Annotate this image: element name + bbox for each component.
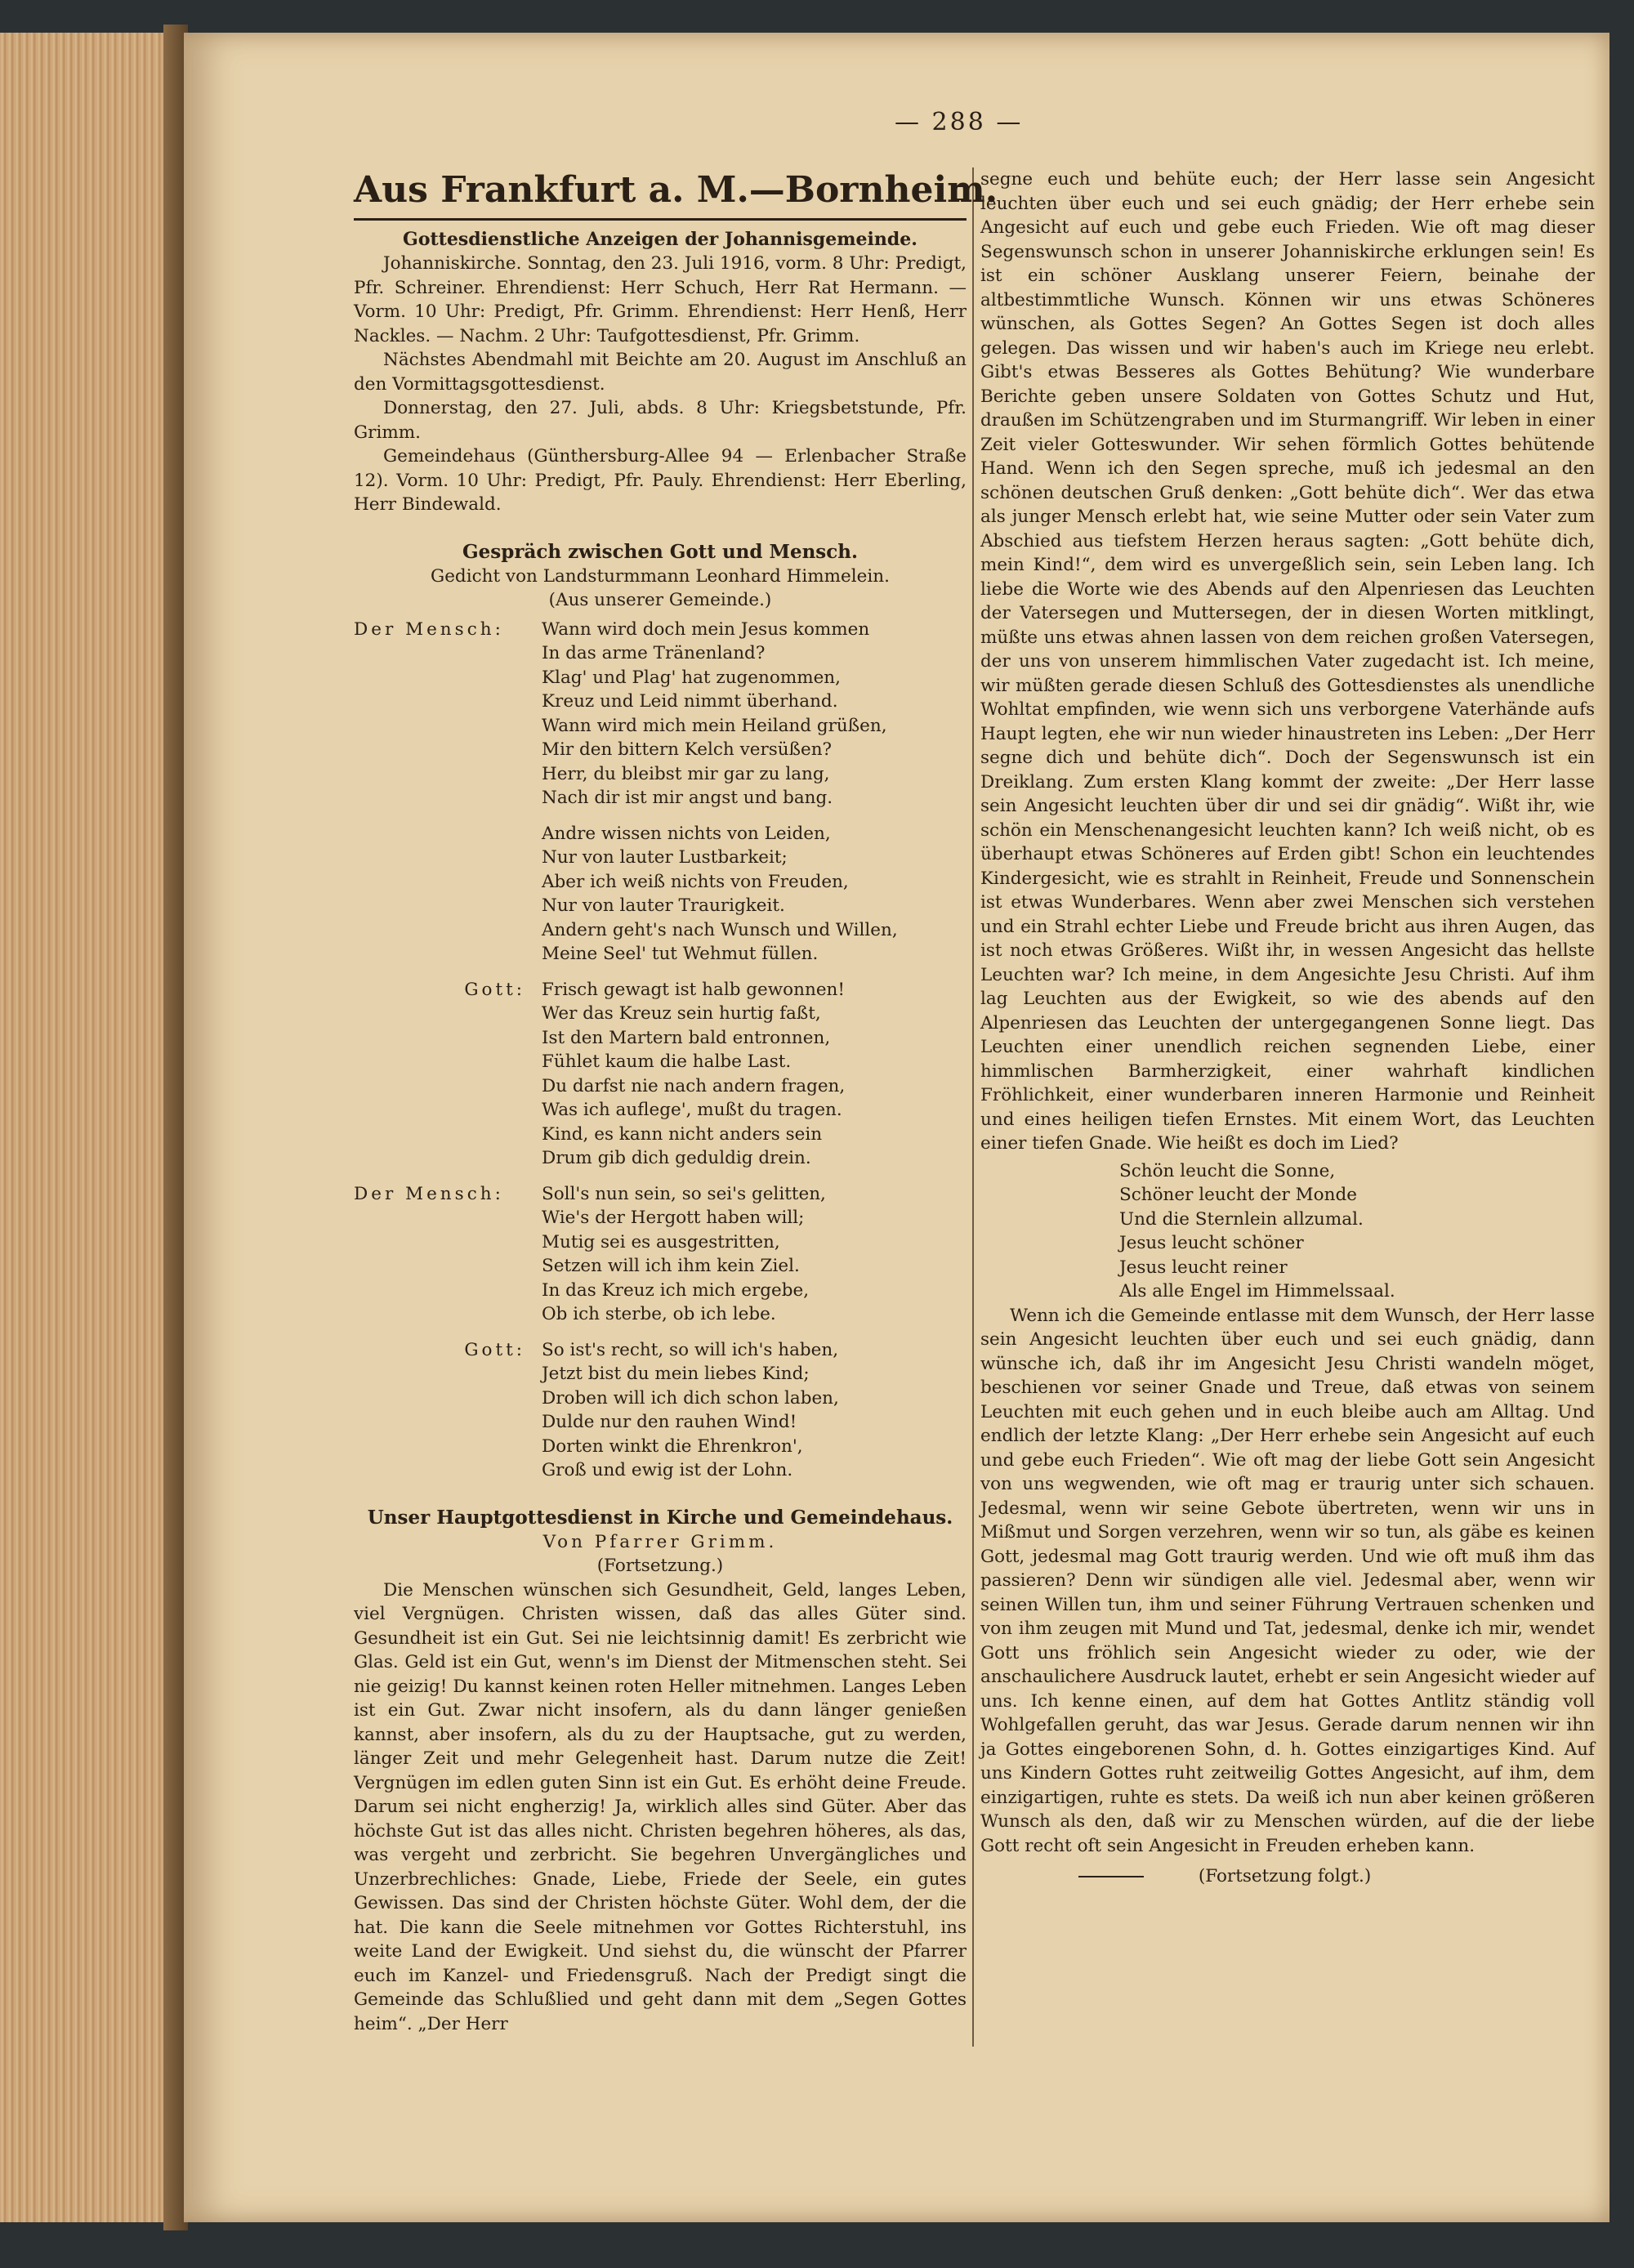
poem-line: Was ich auflege', mußt du tragen.	[542, 1100, 842, 1120]
hymn-line: Jesus leucht schöner	[1119, 1233, 1304, 1253]
page-edges	[0, 33, 184, 2222]
poem-line: Frisch gewagt ist halb gewonnen!	[542, 979, 846, 1000]
poem-line: Klag' und Plag' hat zugenommen,	[542, 667, 841, 688]
hymn-line: Schön leucht die Sonne,	[1119, 1160, 1336, 1181]
poem-line: Soll's nun sein, so sei's gelitten,	[542, 1183, 826, 1204]
poem-speaker: Gott:	[464, 1339, 525, 1360]
poem-line: Ist den Martern bald entronnen,	[542, 1027, 831, 1048]
hymn-verse	[1119, 1159, 1595, 1304]
notice-paragraph: Gemeindehaus (Günthersburg-Allee 94 — Erlenbacher Straße 12). Vorm. 10 Uhr: Predigt, Pfr. Pauly. Ehrendienst: Herr Eberling, Herr Bindewald.	[354, 446, 967, 515]
poem-line: Wie's der Hergott haben will;	[542, 1208, 805, 1228]
masthead-text: Aus Frankfurt a. M.—Bornheim.	[354, 169, 998, 211]
notice-paragraph: Donnerstag, den 27. Juli, abds. 8 Uhr: Kriegsbetstunde, Pfr. Grimm.	[354, 398, 967, 443]
column-divider	[972, 167, 974, 2047]
end-rule	[1078, 1876, 1144, 1877]
poem-line: Andern geht's nach Wunsch und Willen,	[542, 919, 898, 940]
poem-line: Setzen will ich ihm kein Ziel.	[542, 1256, 800, 1276]
article-footer	[980, 1864, 1595, 1889]
article-heading: Unser Hauptgottesdienst in Kirche und Gemeindehaus.	[367, 1506, 953, 1529]
article-byline: Von Pfarrer Grimm.	[542, 1531, 778, 1552]
column-left	[354, 167, 998, 2036]
poem-line: Aber ich weiß nichts von Freuden,	[542, 871, 849, 892]
poem-line: Jetzt bist du mein liebes Kind;	[542, 1364, 810, 1384]
poem-line: Wann wird doch mein Jesus kommen	[542, 618, 870, 640]
poem-source: (Aus unserer Gemeinde.)	[548, 590, 772, 610]
masthead-box-icon	[952, 185, 967, 200]
masthead-rule	[354, 218, 967, 221]
notice-paragraph: Johanniskirche. Sonntag, den 23. Juli 1916, vorm. 8 Uhr: Predigt, Pfr. Schreiner. Ehrendienst: Herr Schuch, Herr Rat Hermann. — Vorm. 10 Uhr: Predigt, Pfr. Grimm. Ehrendienst: Herr Henß, Herr Nackles. — Nachm. 2 Uhr: Taufgottesdienst, Pfr. Grimm.	[354, 253, 967, 346]
article-continuation-note: (Fortsetzung.)	[596, 1556, 724, 1576]
article-paragraph: Wenn ich die Gemeinde entlasse mit dem Wunsch, der Herr lasse sein Angesicht leuchten über euch und sei euch gnädig, dann wünsche ich, daß ihr im Angesicht Jesu Christi wandeln möget, beschienen vor seiner Gnade und Treue, daß etwas von seinem Leuchten mit euch gehen und in euch bleibe auch am Alltag. Und endlich der letzte Klang: „Der Herr erhebe sein Angesicht auf euch und gebe euch Frieden“. Wie oft mag der liebe Gott sein Angesicht von uns wegwenden, wie oft mag er traurig unter sich schauen. Jedesmal, wenn wir seine Gebote übertreten, wenn wir uns in Mißmut und Sorgen verzehren, wenn wir so tun, als gäbe es keinen Gott, jedesmal mag Gott traurig werden. Und wie oft muß ihm das passieren? Denn wir sündigen alle viel. Jedesmal aber, wenn wir seinen Willen tun, ihm und seiner Führung Vertrauen schenken und von ihm zeugen mit Mund und Tat, jedesmal, denke ich mir, wendet Gott uns fröhlich sein Angesicht wieder zu oder, wie der anschaulichere Ausdruck lautet, erhebt er sein Angesicht wieder auf uns. Ich kenne einen, auf dem hat Gottes Antlitz ständig voll Wohlgefallen geruht, das war Jesus. Gerade darum nennen wir ihn ja Gottes eingeborenen Sohn, d. h. Gottes einzigartiges Kind. Auf uns Kindern Gottes ruht zeitweilig Gottes Angesicht, auf ihm, dem einzigartigen, ruhte es stets. Da weiß ich nun aber keinen größeren Wunsch als den, daß wir zu Menschen würden, auf die der liebe Gott recht oft sein Angesicht in Freuden erheben kann.	[980, 1305, 1595, 1856]
poem-line: In das Kreuz ich mich ergebe,	[542, 1279, 810, 1301]
poem-line: Groß und ewig ist der Lohn.	[542, 1460, 793, 1480]
poem-line: Dorten winkt die Ehrenkron',	[542, 1435, 803, 1457]
hymn-line: Als alle Engel im Himmelssaal.	[1119, 1281, 1395, 1301]
poem-line: Nur von lauter Traurigkeit.	[542, 895, 785, 916]
poem-line: So ist's recht, so will ich's haben,	[542, 1339, 839, 1360]
poem-line: Mir den bittern Kelch versüßen?	[542, 739, 833, 760]
continued-note: (Fortsetzung folgt.)	[1198, 1866, 1372, 1886]
poem-stanza	[542, 1338, 967, 1483]
poem-line: Fühlet kaum die halbe Last.	[542, 1051, 792, 1072]
poem-stanza	[542, 1182, 967, 1327]
poem-part	[354, 1338, 967, 1483]
hymn-line: Und die Sternlein allzumal.	[1119, 1208, 1364, 1230]
notice-paragraph: Nächstes Abendmahl mit Beichte am 20. August im Anschluß an den Vormittagsgottesdienst.	[354, 350, 967, 395]
poem-line: Kreuz und Leid nimmt überhand.	[542, 691, 838, 712]
hymn-line: Jesus leucht reiner	[1119, 1257, 1288, 1278]
poem-stanza	[542, 822, 967, 967]
hymn-line: Schöner leucht der Monde	[1119, 1185, 1357, 1205]
poem-line: Wer das Kreuz sein hurtig faßt,	[542, 1003, 821, 1024]
page-number: — 288 —	[895, 108, 1024, 136]
masthead	[354, 167, 998, 213]
poem-line: Du darfst nie nach andern fragen,	[542, 1075, 846, 1096]
poem-line: Meine Seel' tut Wehmut füllen.	[542, 944, 819, 964]
poem-line: Mutig sei es ausgestritten,	[542, 1231, 780, 1252]
poem-part	[354, 978, 967, 1171]
article-paragraph: Die Menschen wünschen sich Gesundheit, Geld, langes Leben, viel Vergnügen. Christen wissen, daß das alles Güter sind. Gesundheit ist ein Gut. Sei nie leichtsinnig damit! Es zerbricht wie Glas. Geld ist ein Gut, wenn's im Dienst der Mitmenschen steht. Sei nie geizig! Du kannst keinen roten Heller mitnehmen. Langes Leben ist ein Gut. Zwar nicht insofern, als du dann länger genießen kannst, aber insofern, als du zu der Hauptsache, gut zu werden, länger Zeit und mehr Gelegenheit hast. Darum nutze die Zeit! Vergnügen im edlen guten Sinn ist ein Gut. Es erhöht deine Freude. Darum sei nicht engherzig! Ja, wirklich alles sind Güter. Aber das höchste Gut ist das alles nicht. Christen begehren höheres, als das, was vergeht und zerbricht. Sie begehren Unvergängliches und Unzerbrechliches: Gnade, Liebe, Friede der Seele, ein gutes Gewissen. Das sind der Christen höchste Güter. Wohl dem, der die hat. Die kann die Seele mitnehmen vor Gottes Richterstuhl, ins weite Land der Ewigkeit. Und siehst du, die wünscht der Pfarrer euch im Kanzel- und Friedensgruß. Nach der Predigt singt die Gemeinde das Schlußlied und geht dann mit dem „Segen Gottes heim“. „Der Herr	[354, 1579, 967, 2034]
poem-line: Andre wissen nichts von Leiden,	[542, 823, 831, 844]
poem-speaker: Der Mensch:	[354, 1183, 504, 1204]
poem-part	[354, 1182, 967, 1327]
poem-speaker: Der Mensch:	[354, 618, 504, 640]
poem-part	[354, 618, 967, 810]
article-paragraph: segne euch und behüte euch; der Herr lasse sein Angesicht leuchten über euch und sei euch gnädig; der Herr erhebe sein Angesicht auf euch und gebe euch Frieden. Wie oft mag dieser Segenswunsch schon in unserer Johanniskirche erklungen sein! Es ist ein schöner Ausklang unserer Feiern, beinahe der altbestimmtliche Wunsch. Können wir uns etwas Schöneres wünschen, als Gottes Segen? An Gottes Segen ist doch alles gelegen. Das wissen und wir haben's auch im Kriege neu erlebt. Gibt's etwas Besseres als Gottes Behütung? Wie wunderbare Berichte geben unsere Soldaten von Gottes Schutz und Hut, draußen im Schützengraben und im Sturmangriff. Wir leben in einer Zeit vieler Gotteswunder. Wir sehen förmlich Gottes behütende Hand. Wenn ich den Segen spreche, muß ich jedesmal an den schönen deutschen Gruß denken: „Gott behüte dich“. Wer das etwa als junger Mensch erlebt hat, wie seine Mutter oder sein Vater zum Abschied aus tiefstem Herzen heraus sagten: „Gott behüte dich, mein Kind!“, dem wird es unvergeßlich sein, sein Leben lang. Ich liebe die Worte wie des Abends auf den Alpenriesen das Leuchten der Vatersegen und Muttersegen, der in diesen Worten mitklingt, müßte uns etwas ahnen lassen von dem reichen großen Vatersegen, der uns von unserem himmlischen Vater zugedacht ist. Ich meine, wir müßten gerade diesen Schluß des Gottesdienstes als unendliche Wohltat empfinden, wie wenn sich uns verborgene Vaterhände aufs Haupt legten, ehe wir nun wieder hinaustreten ins Leben: „Der Herr segne dich und behüte dich“. Doch der Segenswunsch ist ein Dreiklang. Zum ersten Klang kommt der zweite: „Der Herr lasse sein Angesicht leuchten über dir und sei dir gnädig“. Wißt ihr, wie schön ein Menschenangesicht leuchten kann? Ich weiß nicht, ob es überhaupt etwas Schöneres auf Erden gibt! Schon ein leuchtendes Kindergesicht, wie es strahlt in Reinheit, Freude und Sonnenschein ist etwas Wunderbares. Wenn aber zwei Menschen sich verstehen und ein Strahl echter Liebe und Freude bricht aus ihren Augen, das ist noch etwas Größeres. Wißt ihr, in wessen Angesicht das hellste Leuchten war? Ich meine, in dem Angesichte Jesu Christi. Auf ihm lag Leuchten aus der Ewigkeit, so wie des abends auf den Alpenriesen das Leuchten der untergegangenen Sonne liegt. Das Leuchten einer unendlich reichen segnenden Liebe, einer himmlischen Barmherzigkeit, einer wahrhaft kindlichen Fröhlichkeit, einer wunderbaren inneren Harmonie und Reinheit und eines heiligen tiefen Ernstes. Mit einem Wort, das Leuchten einer tiefen Gnade. Wie heißt es doch im Lied?	[980, 169, 1595, 1154]
poem-line: In das arme Tränenland?	[542, 643, 766, 663]
poem-line: Droben will ich dich schon laben,	[542, 1387, 839, 1409]
column-right	[980, 167, 1595, 1889]
poem-line: Dulde nur den rauhen Wind!	[542, 1412, 797, 1432]
poem-line: Herr, du bleibst mir gar zu lang,	[542, 763, 830, 784]
poem	[354, 618, 967, 1483]
poem-speaker: Gott:	[464, 979, 525, 1000]
poem-stanza	[542, 978, 967, 1171]
poem-stanza	[542, 618, 967, 810]
poem-line: Wann wird mich mein Heiland grüßen,	[542, 715, 887, 736]
poem-line: Kind, es kann nicht anders sein	[542, 1123, 823, 1145]
poem-line: Nach dir ist mir angst und bang.	[542, 788, 833, 808]
notices-heading: Gottesdienstliche Anzeigen der Johannisgemeinde.	[403, 229, 917, 250]
poem-line: Ob ich sterbe, ob ich lebe.	[542, 1304, 776, 1324]
poem-byline: Gedicht von Landsturmmann Leonhard Himmelein.	[431, 565, 890, 587]
poem-line: Drum gib dich geduldig drein.	[542, 1148, 811, 1168]
poem-heading: Gespräch zwischen Gott und Mensch.	[462, 540, 858, 563]
poem-line: Nur von lauter Lustbarkeit;	[542, 847, 788, 868]
